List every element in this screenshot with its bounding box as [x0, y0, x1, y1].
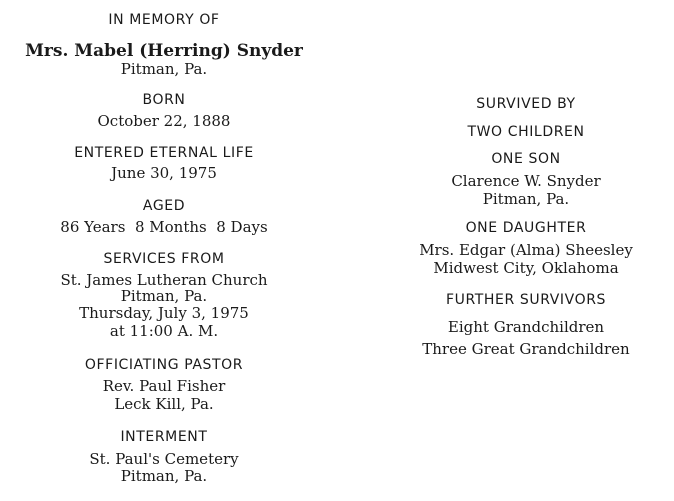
eternal-life-date: June 30, 1975: [111, 164, 217, 182]
services-date: Thursday, July 3, 1975: [79, 304, 249, 322]
aged-value: 86 Years 8 Months 8 Days: [60, 218, 268, 236]
services-time: at 11:00 A. M.: [109, 322, 219, 340]
eternal-life-heading: ENTERED ETERNAL LIFE: [74, 145, 254, 161]
one-daughter-heading: ONE DAUGHTER: [465, 220, 587, 236]
deceased-hometown: Pitman, Pa.: [120, 60, 208, 78]
grandchildren: Eight Grandchildren: [447, 318, 605, 336]
further-survivors-heading: FURTHER SURVIVORS: [445, 292, 607, 308]
interment-heading: INTERMENT: [120, 429, 208, 445]
pastor-name: Rev. Paul Fisher: [102, 377, 226, 395]
daughter-town: Midwest City, Oklahoma: [433, 259, 619, 277]
survived-by-heading: SURVIVED BY: [476, 96, 576, 112]
deceased-name: Mrs. Mabel (Herring) Snyder: [25, 41, 303, 61]
born-date: October 22, 1888: [97, 112, 231, 130]
pastor-heading: OFFICIATING PASTOR: [84, 357, 244, 373]
services-heading: SERVICES FROM: [103, 251, 225, 267]
one-son-heading: ONE SON: [491, 151, 561, 167]
son-town: Pitman, Pa.: [482, 190, 570, 208]
services-town: Pitman, Pa.: [120, 287, 208, 305]
daughter-name: Mrs. Edgar (Alma) Sheesley: [419, 241, 633, 259]
services-church: St. James Lutheran Church: [60, 271, 268, 289]
great-grandchildren: Three Great Grandchildren: [422, 340, 630, 358]
born-heading: BORN: [142, 92, 186, 108]
aged-heading: AGED: [142, 198, 186, 214]
interment-cemetery: St. Paul's Cemetery: [89, 450, 239, 468]
son-name: Clarence W. Snyder: [451, 172, 601, 190]
two-children-heading: TWO CHILDREN: [467, 124, 585, 140]
pastor-town: Leck Kill, Pa.: [114, 395, 214, 413]
interment-town: Pitman, Pa.: [120, 467, 208, 485]
in-memory-heading: IN MEMORY OF: [108, 12, 220, 28]
